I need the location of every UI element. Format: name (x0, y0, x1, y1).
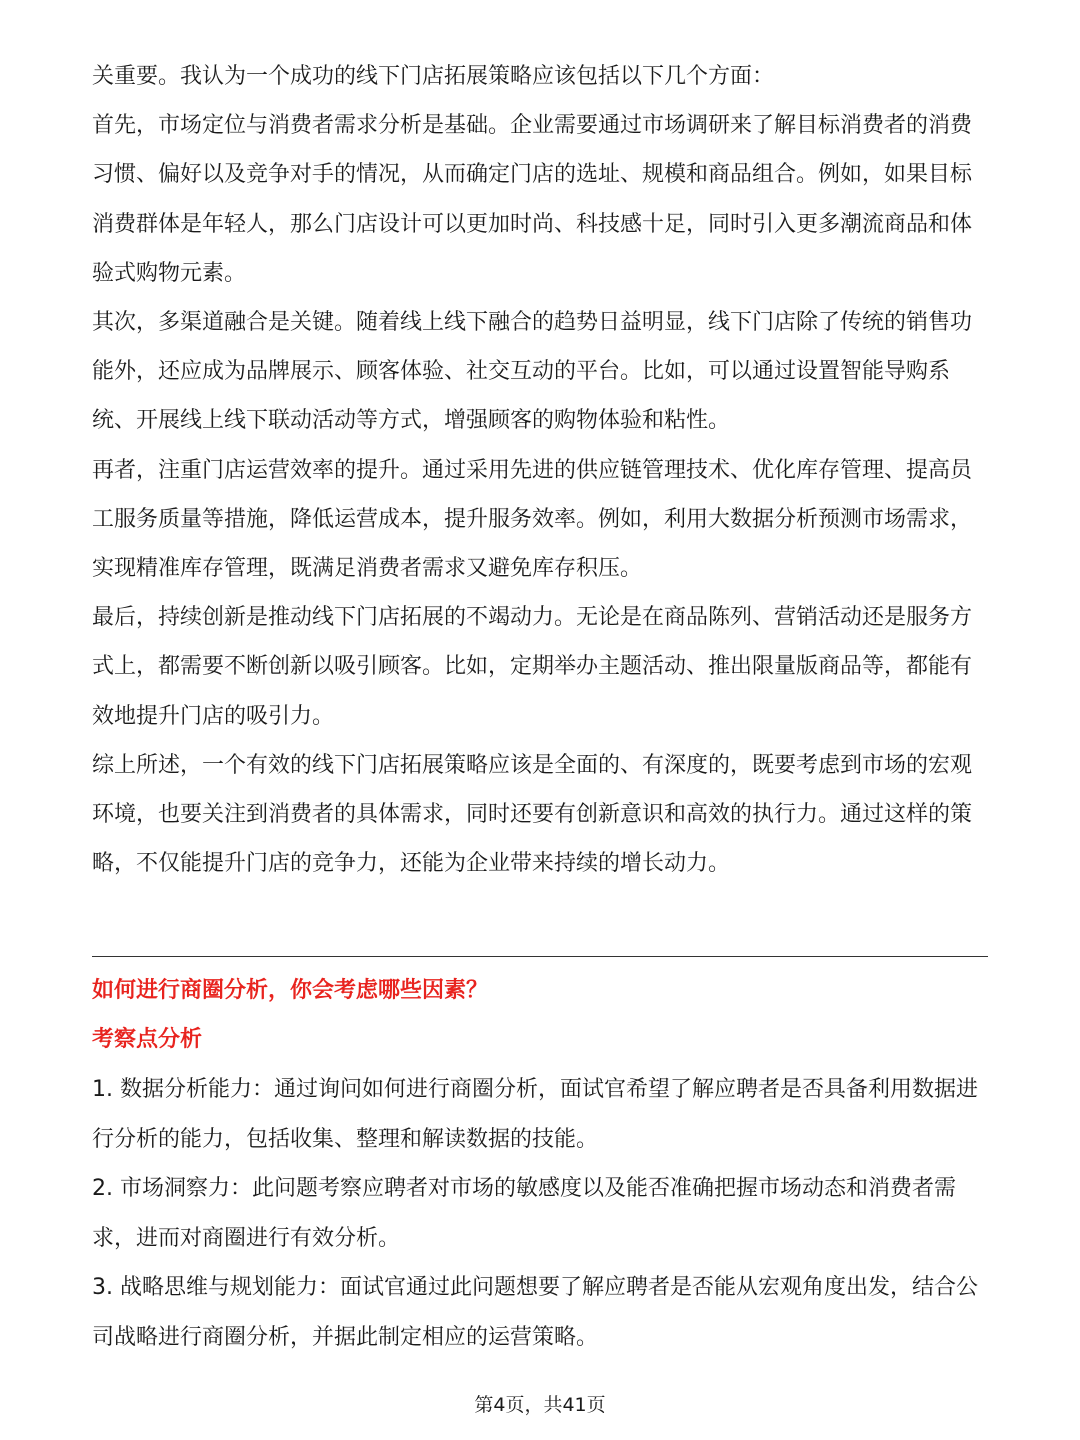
analysis-item: 3. 战略思维与规划能力：面试官通过此问题想要了解应聘者是否能从宏观角度出发，结合公司战略进行商圈分析，并据此制定相应的运营策略。 (92, 1275, 978, 1350)
paragraph-second: 其次，多渠道融合是关键。随着线上线下融合的趋势日益明显，线下门店除了传统的销售功能外，还应成为品牌展示、顾客体验、社交互动的平台。比如，可以通过设置智能导购系统、开展线上线下联动活动等方式，增强顾客的购物体验和粘性。 (92, 310, 973, 434)
answer-body (92, 52, 988, 888)
page-number: 第4页，共41页 (474, 1394, 606, 1416)
analysis-item: 2. 市场洞察力：此问题考察应聘者对市场的敏感度以及能否准确把握市场动态和消费者需求，进而对商圈进行有效分析。 (92, 1176, 956, 1251)
section-title: 考察点分析 (92, 1027, 203, 1052)
paragraph-summary: 综上所述，一个有效的线下门店拓展策略应该是全面的、有深度的，既要考虑到市场的宏观环境，也要关注到消费者的具体需求，同时还要有创新意识和高效的执行力。通过这样的策略，不仅能提升门店的竞争力，还能为企业带来持续的增长动力。 (92, 752, 973, 877)
paragraph-last: 最后，持续创新是推动线下门店拓展的不竭动力。无论是在商品陈列、营销活动还是服务方式上，都需要不断创新以吸引顾客。比如，定期举办主题活动、推出限量版商品等，都能有效地提升门店的吸引力。 (92, 605, 973, 729)
question-heading: 如何进行商圈分析，你会考虑哪些因素？ (92, 978, 489, 1003)
analysis-item: 1. 数据分析能力：通过询问如何进行商圈分析，面试官希望了解应聘者是否具备利用数据进行分析的能力，包括收集、整理和解读数据的技能。 (92, 1077, 978, 1152)
paragraph-first: 首先，市场定位与消费者需求分析是基础。企业需要通过市场调研来了解目标消费者的消费习惯、偏好以及竞争对手的情况，从而确定门店的选址、规模和商品组合。例如，如果目标消费群体是年轻人，那么门店设计可以更加时尚、科技感十足，同时引入更多潮流商品和体验式购物元素。 (92, 113, 973, 286)
question-section (92, 967, 988, 1362)
paragraph-third: 再者，注重门店运营效率的提升。通过采用先进的供应链管理技术、优化库存管理、提高员工服务质量等措施，降低运营成本，提升服务效率。例如，利用大数据分析预测市场需求，实现精准库存管理，既满足消费者需求又避免库存积压。 (92, 457, 973, 582)
section-divider (92, 956, 988, 957)
paragraph-intro: 关重要。我认为一个成功的线下门店拓展策略应该包括以下几个方面： (92, 64, 775, 89)
